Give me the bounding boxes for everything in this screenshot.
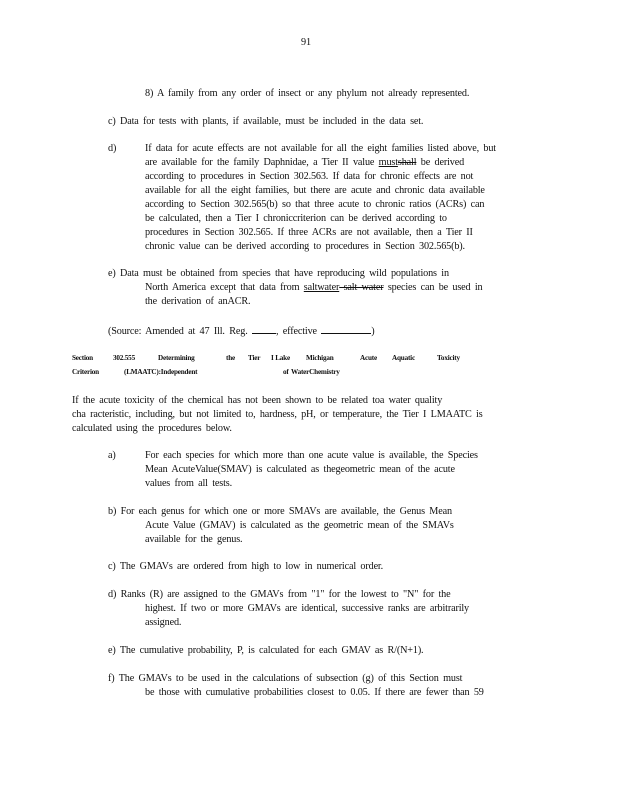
source-note	[108, 323, 375, 339]
item-e-line	[145, 281, 483, 295]
heading-word: the	[226, 354, 235, 362]
intro-line: If the acute toxicity of the chemical has not been shown to be related toa water quality	[72, 395, 443, 406]
source-end: )	[371, 326, 375, 337]
heading-word: (LMAATC):Independent	[124, 368, 198, 376]
intro-line: calculated using the procedures below.	[72, 423, 232, 434]
item-d-line: procedures in Section 302.565. If three ACRs are not available, then a Tier II	[145, 227, 473, 238]
item-d-line: chronic value can be derived according to procedures in Section 302.565(b).	[145, 241, 465, 252]
heading-word: Michigan	[306, 354, 334, 362]
proc-c: c) The GMAVs are ordered from high to low in numerical order.	[108, 561, 384, 572]
inserted-text: must	[378, 157, 398, 168]
intro-line: cha racteristic, including, but not limited to, hardness, pH, or temperature, the Tier I LMAATC is	[72, 409, 483, 420]
item-d-line: according to Section 302.565(b) so that three acute to chronic ratios (ACRs) can	[145, 199, 485, 210]
item-d-line: according to procedures in Section 302.563. If data for chronic effects are not	[145, 171, 474, 182]
struck-text: shall	[397, 157, 417, 168]
heading-word: WaterChemistry	[291, 368, 340, 376]
heading-word: Toxicity	[437, 354, 460, 362]
proc-f-line: f) The GMAVs to be used in the calculations of subsection (g) of this Section must	[108, 673, 463, 684]
source-mid: , effective	[276, 326, 317, 337]
proc-b-line: Acute Value (GMAV) is calculated as the geometric mean of the SMAVs	[145, 520, 454, 531]
heading-word: Acute	[360, 354, 377, 362]
item-e-text: species can be used in	[387, 282, 483, 293]
heading-word: Tier	[248, 354, 261, 362]
date-blank	[252, 323, 276, 334]
inserted-text: saltwater	[303, 282, 340, 293]
proc-e: e) The cumulative probability, P, is calculated for each GMAV as R/(N+1).	[108, 645, 424, 656]
heading-word: 302.555	[113, 354, 135, 362]
heading-word: of	[283, 368, 289, 376]
proc-d-line: d) Ranks (R) are assigned to the GMAVs from "1" for the lowest to "N" for the	[108, 589, 451, 600]
heading-word: Aquatic	[392, 354, 415, 362]
item-d-line: available for all the eight families, but there are acute and chronic data available	[145, 185, 485, 196]
item-e-line: the derivation of anACR.	[145, 296, 251, 307]
proc-a-line: Mean AcuteValue(SMAV) is calculated as thegeometric mean of the acute	[145, 464, 455, 475]
heading-word: Criterion	[72, 368, 99, 376]
item-d-label: d)	[108, 143, 117, 154]
heading-word: Determining	[158, 354, 195, 362]
item-d-text: be derived	[420, 157, 465, 168]
proc-a-label: a)	[108, 450, 116, 461]
proc-b-line: b) For each genus for which one or more SMAVs are available, the Genus Mean	[108, 506, 452, 517]
proc-d-line: highest. If two or more GMAVs are identical, successive ranks are arbitrarily	[145, 603, 469, 614]
item-d-line	[145, 156, 464, 170]
item-c: c) Data for tests with plants, if available, must be included in the data set.	[108, 116, 424, 127]
proc-b-line: available for the genus.	[145, 534, 243, 545]
proc-d-line: assigned.	[145, 617, 182, 628]
item-d-line: be calculated, then a Tier I chroniccriterion can be derived according to	[145, 213, 447, 224]
date-blank	[321, 323, 371, 334]
item-d-line: If data for acute effects are not available for all the eight families listed above, but	[145, 143, 496, 154]
proc-a-line: values from all tests.	[145, 478, 233, 489]
source-text: (Source: Amended at 47 Ill. Reg.	[108, 326, 248, 337]
proc-f-line: be those with cumulative probabilities closest to 0.05. If there are fewer than 59	[145, 687, 484, 698]
item-d-text: are available for the family Daphnidae, a Tier II value	[145, 157, 375, 168]
heading-word: I Lake	[271, 354, 290, 362]
struck-text: salt water	[339, 282, 384, 293]
heading-word: Section	[72, 354, 93, 362]
page-number: 91	[301, 37, 311, 48]
item-8: 8) A family from any order of insect or any phylum not already represented.	[145, 88, 470, 99]
item-e-line: e) Data must be obtained from species that have reproducing wild populations in	[108, 268, 449, 279]
item-e-text: North America except that data from	[145, 282, 300, 293]
proc-a-line: For each species for which more than one acute value is available, the Species	[145, 450, 478, 461]
